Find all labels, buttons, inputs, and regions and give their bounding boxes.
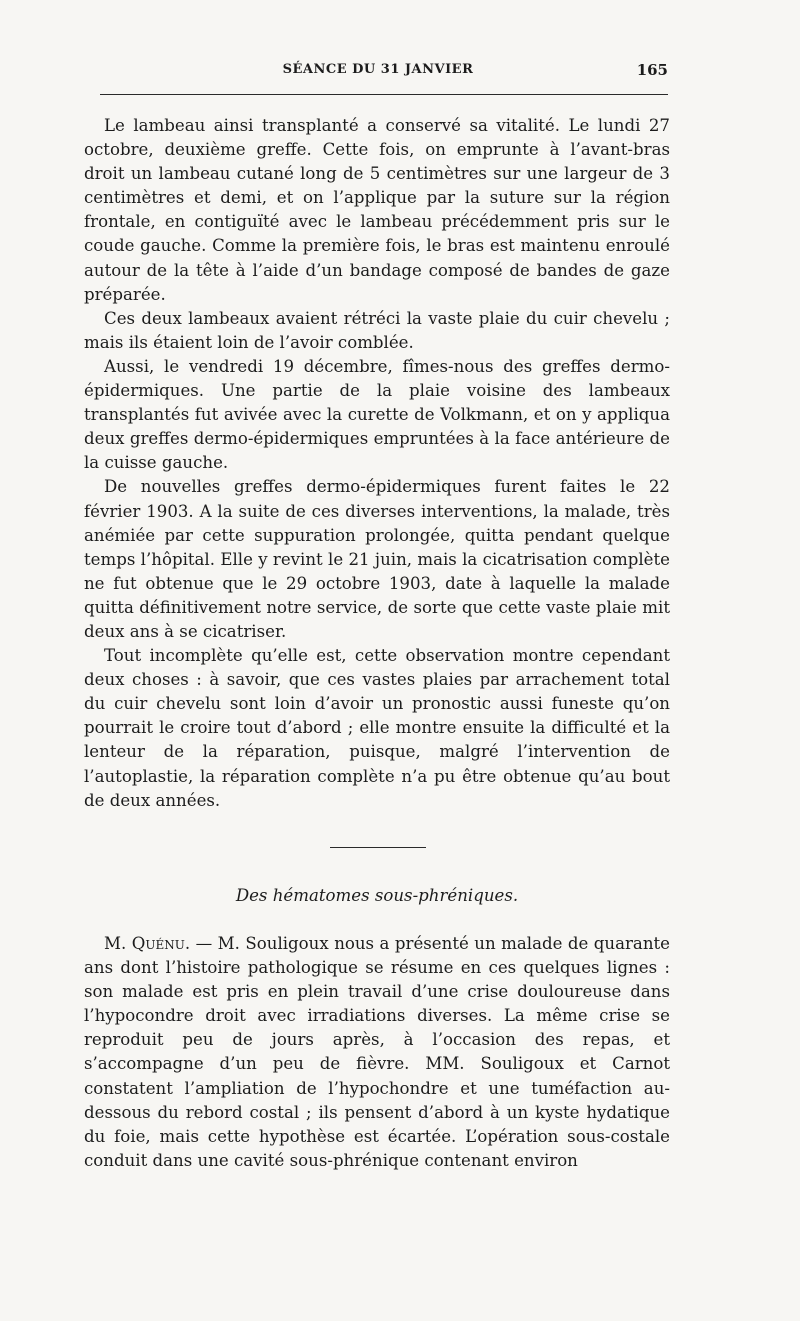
observation-text (84, 114, 670, 813)
section-text (84, 932, 670, 1173)
paragraph: Le lambeau ainsi transplanté a conservé sa vitalité. Le lundi 27 octobre, deuxième greffe. Cette fois, on emprunte à l’avant-bras droit un lambeau cutané long de 5 centimètres sur une largeur de 3 centimètres et demi, et on l’applique par la suture sur la région frontale, en contiguïté avec le lambeau précédemment pris sur le coude gauche. Comme la première fois, le bras est maintenu enroulé autour de la tête à l’aide d’un bandage composé de bandes de gaze préparée. (84, 116, 670, 304)
running-title: SÉANCE DU 31 JANVIER (282, 62, 474, 77)
paragraph: Tout incomplète qu’elle est, cette observation montre cependant deux choses : à savoir, que ces vastes plaies par arrachement total du cuir chevelu sont loin d’avoir un pronostic aussi funeste qu’on pourrait le croire tout d’abord ; elle montre ensuite la difficulté et la lenteur de la réparation, puisque, malgré l’intervention de l’autoplastie, la réparation complète n’a pu être obtenue qu’au bout de deux années. (84, 646, 670, 810)
header-rule (100, 94, 668, 95)
section-title: Des hématomes sous-phréniques. (235, 886, 519, 905)
speaker-name: M. Quénu. (104, 934, 191, 953)
paragraph: De nouvelles greffes dermo-épidermiques furent faites le 22 février 1903. A la suite de ces diverses interventions, la malade, très anémiée par cette suppuration prolongée, quitta pendant quelque temps l’hôpital. Elle y revint le 21 juin, mais la cicatrisation complète ne fut obtenue que le 29 octobre 1903, date à laquelle la malade quitta définitivement notre service, de sorte que cette vaste plaie mit deux ans à se cicatriser. (84, 477, 670, 641)
section-separator (330, 847, 426, 848)
speaker-text: — M. Souligoux nous a présenté un malade de quarante ans dont l’histoire pathologique se résume en ces quelques lignes : son malade est pris en plein travail d’une crise douloureuse dans l’hypocondre droit avec irradiations diverses. La même crise se reproduit peu de jours après, à l’occasion des repas, et s’accompagne d’un peu de fièvre. MM. Souligoux et Carnot constatent l’ampliation de l’hypochondre et une tuméfaction au-dessous du rebord costal ; ils pensent d’abord à un kyste hydatique du foie, mais cette hypothèse est écartée. L’opération sous-costale conduit dans une cavité sous-phrénique contenant environ (84, 934, 670, 1170)
page-header (88, 62, 668, 84)
paragraph: Aussi, le vendredi 19 décembre, fîmes-nous des greffes dermo-épidermiques. Une partie de la plaie voisine des lambeaux transplantés fut avivée avec la curette de Volkmann, et on y appliqua deux greffes dermo-épidermiques empruntées à la face antérieure de la cuisse gauche. (84, 356, 670, 473)
paragraph: Ces deux lambeaux avaient rétréci la vaste plaie du cuir chevelu ; mais ils étaient loin de l’avoir comblée. (84, 308, 670, 352)
paragraph (84, 932, 670, 1173)
page-number: 165 (636, 61, 668, 79)
